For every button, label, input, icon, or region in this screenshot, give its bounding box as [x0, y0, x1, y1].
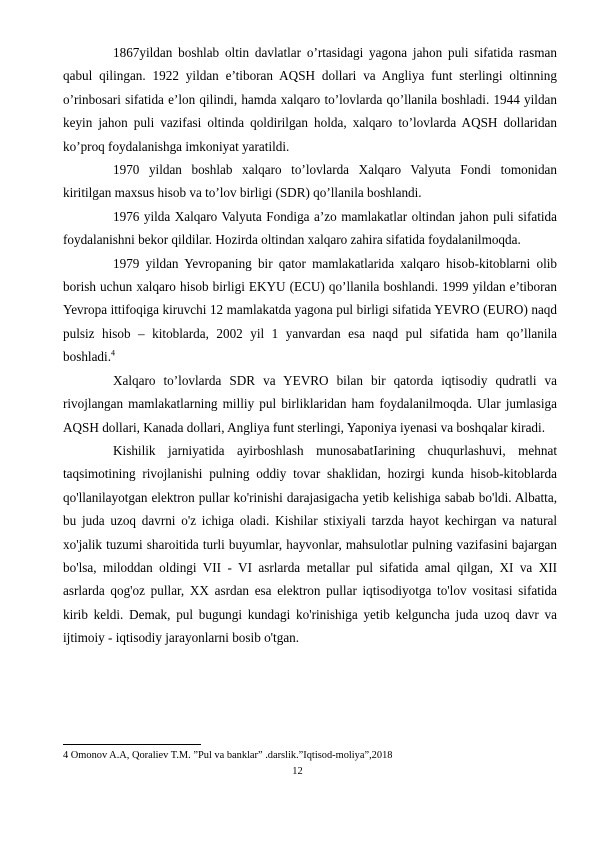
paragraph-national-currencies: Xalqaro to’lovlarda SDR va YEVRO bilan bir qatorda iqtisodiy qudratli va rivojlangan mamlakatlarning milliy pul birliklaridan ham foydalanilmoqda. Ular jumlasiga AQSH dollari, Kanada dollari, Angliya funt sterlingi, Yaponiya iyenasi va boshqalar kiradi. [63, 372, 557, 435]
page-body [63, 41, 557, 650]
footnote-reference: 4 [111, 348, 115, 358]
footnote-text: 4 Omonov A.A, Qoraliev T.M. ”Pul va banklar” .darslik.”Iqtisod-moliya”,2018 [63, 750, 393, 761]
page-number: 12 [292, 766, 303, 777]
paragraph-gold-history: 1867yildan boshlab oltin davlatlar o’rtasidagi yagona jahon puli sifatida rasman qabul qilingan. 1922 yildan e’tiboran AQSH dollari va Angliya funt sterlingi oltinning o’rinbosari sifatida e’lon qilindi, hamda xalqaro to’lovlarda qo’llanila boshladi. 1944 yildan keyin jahon puli vazifasi oltinda qoldirilgan holda, xalqaro to’lovlarda AQSH dollaridan ko’proq foydalanishga imkoniyat yaratildi. [63, 45, 557, 154]
footnote-divider [63, 744, 201, 745]
paragraph-sdr: 1970 yildan boshlab xalqaro to’lovlarda Xalqaro Valyuta Fondi tomonidan kiritilgan maxsus hisob va to’lov birligi (SDR) qo’llanila boshlandi. [63, 162, 557, 201]
paragraph-ecu-euro-text: 1979 yildan Yevropaning bir qator mamlakatlarida xalqaro hisob-kitoblarni olib borish uchun xalqaro hisob birligi EKYU (ECU) qo’llanila boshlandi. 1999 yildan e’tiboran Yevropa ittifoqiga kiruvchi 12 mamlakatda yagona pul birligi sifatida YEVRO (EURO) naqd pulsiz hisob – kitoblarda, 2002 yil 1 yanvardan esa naqd pul sifatida ham qo’llanila boshladi. [63, 255, 557, 365]
paragraph-ecu-euro [63, 252, 557, 369]
paragraph-money-evolution: Kishilik jarniyatida ayirboshlash munosabatIarining chuqurlashuvi, mehnat taqsimotining rivojlanishi pulning oddiy tovar shaklidan, hozirgi kunda hisob-kitoblarda qo'llanilayotgan elektron pullar ko'rinishi darajasigacha yetib kelishiga sabab bo'ldi. Albatta, bu juda uzoq davrni o'z ichiga oladi. Kishilar stixiyali tarzda hayot kechirgan va natural xo'jalik tuzumi sharoitida turli buyumlar, hayvonlar, mahsulotlar pulning vazifasini bajargan bo'lsa, miloddan oldingi VII - VI asrlarda metallar pul sifatida amal qilgan, XI va XII asrlarda qog'oz pullar, XX asrdan esa elektron pullar iqtisodiyotga to'lov vositasi sifatida kirib keldi. Demak, pul bugungi kundagi ko'rinishiga yetib kelguncha juda uzoq davr va ijtimoiy - iqtisodiy jarayonlarni bosib o'tgan. [63, 442, 557, 646]
paragraph-imf-gold: 1976 yilda Xalqaro Valyuta Fondiga a’zo mamlakatlar oltindan jahon puli sifatida foydalanishni bekor qildilar. Hozirda oltindan xalqaro zahira sifatida foydalanilmoqda. [63, 208, 557, 248]
